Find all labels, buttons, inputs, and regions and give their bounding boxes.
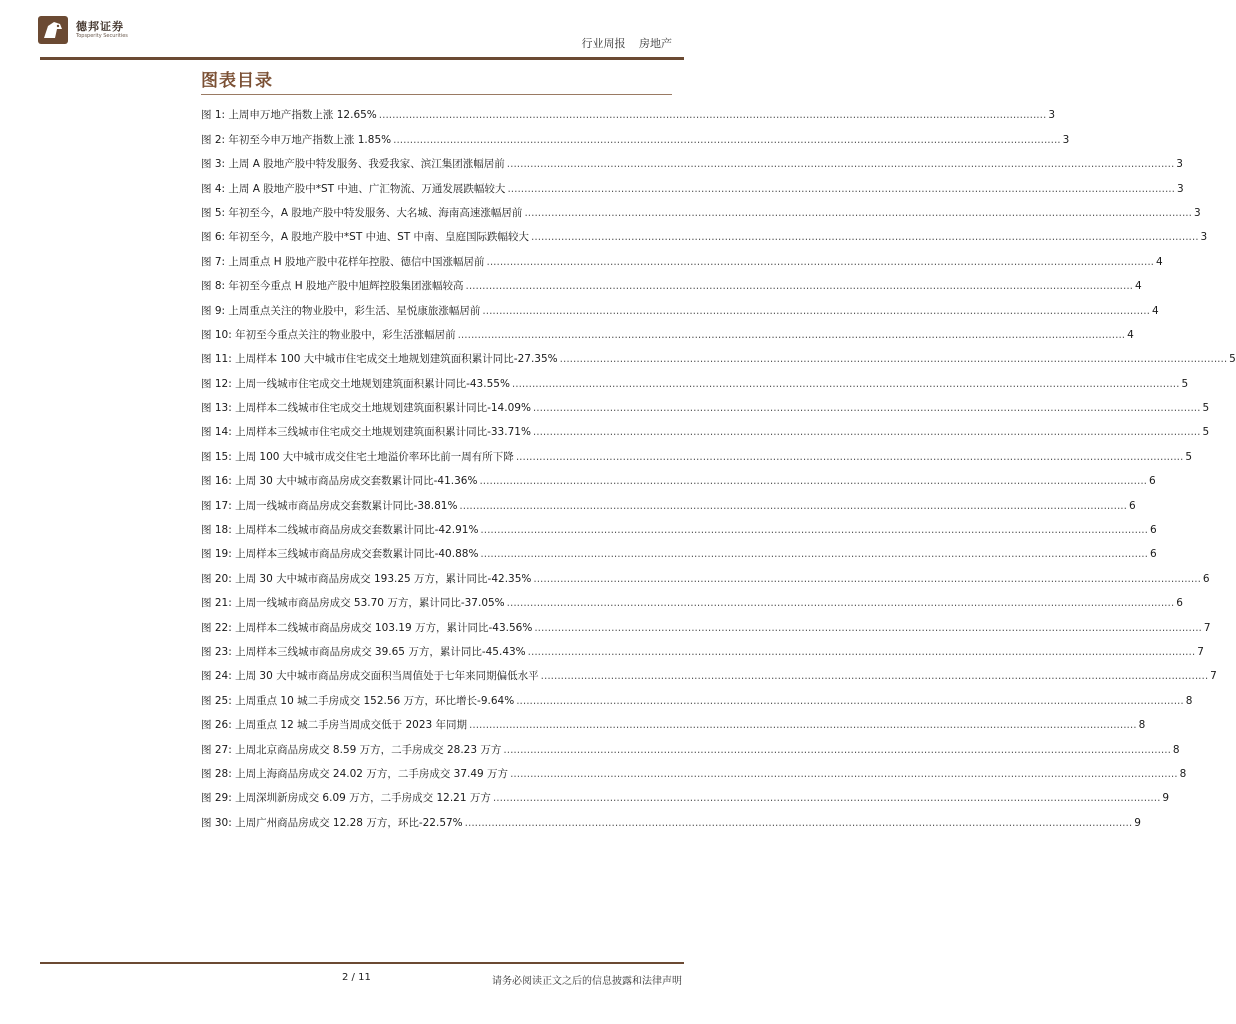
figure-label: 图 11: — [201, 353, 232, 366]
toc-entry-title — [201, 664, 539, 688]
toc-page-number: 8 — [1185, 694, 1193, 707]
dot-leader — [541, 664, 1209, 688]
toc-entry-title — [201, 616, 532, 640]
dot-leader — [560, 347, 1228, 371]
toc-entry[interactable] — [201, 396, 1210, 420]
toc-entry-title — [201, 518, 478, 542]
page-title: 图表目录 — [201, 71, 273, 91]
toc-entry-title — [201, 396, 531, 420]
figure-label: 图 29: — [201, 792, 232, 805]
toc-page-number: 4 — [1135, 280, 1142, 293]
toc-entry[interactable] — [201, 737, 1180, 761]
toc-entry-title — [201, 225, 529, 249]
dot-leader — [533, 396, 1201, 420]
toc-page-number: 5 — [1185, 450, 1193, 463]
figure-caption: 年初至今，A 股地产股中特发服务、大名城、海南高速涨幅居前 — [228, 206, 523, 219]
figure-label: 图 4: — [201, 182, 226, 195]
dot-leader — [531, 225, 1199, 249]
toc-entry-title — [201, 689, 514, 713]
toc-entry-title — [201, 591, 505, 615]
figure-caption: 上周样本二线城市商品房成交套数累计同比-42.91% — [235, 524, 479, 537]
toc-entry-title — [201, 103, 377, 127]
toc-page-number: 5 — [1202, 426, 1210, 439]
figure-caption: 上周一线城市住宅成交土地规划建筑面积累计同比-43.55% — [235, 377, 510, 390]
figure-label: 图 10: — [201, 328, 232, 341]
disclaimer-note: 请务必阅读正文之后的信息披露和法律声明 — [492, 976, 682, 987]
toc-entry[interactable] — [201, 469, 1156, 493]
figure-caption: 上周一线城市商品房成交套数累计同比-38.81% — [235, 499, 458, 512]
toc-entry-title — [201, 445, 514, 469]
toc-entry[interactable] — [201, 591, 1183, 615]
toc-entry[interactable] — [201, 201, 1201, 225]
figure-label: 图 6: — [201, 231, 226, 244]
company-english-name: Topsperity Securities — [76, 33, 128, 39]
toc-entry[interactable] — [201, 274, 1142, 298]
figure-label: 图 7: — [201, 255, 226, 268]
toc-entry-title — [201, 420, 531, 444]
toc-page-number: 6 — [1202, 572, 1210, 585]
dot-leader — [507, 177, 1175, 201]
figure-label: 图 16: — [201, 475, 232, 488]
title-divider — [201, 94, 672, 95]
dot-leader — [512, 372, 1180, 396]
toc-entry[interactable] — [201, 225, 1208, 249]
figure-caption: 年初至今申万地产指数上涨 1.85% — [228, 133, 392, 146]
toc-entry[interactable] — [201, 615, 1211, 639]
toc-entry[interactable] — [201, 810, 1141, 834]
toc-page-number: 7 — [1197, 645, 1204, 658]
figure-caption: 上周广州商品房成交 12.28 万方，环比-22.57% — [235, 816, 463, 829]
toc-page-number: 7 — [1203, 621, 1211, 634]
toc-entry[interactable] — [201, 103, 1055, 127]
toc-entry[interactable] — [201, 347, 1236, 371]
dot-leader — [507, 152, 1175, 176]
figure-label: 图 23: — [201, 645, 232, 658]
dot-leader — [486, 250, 1154, 274]
toc-page-number: 3 — [1176, 158, 1183, 171]
toc-entry[interactable] — [201, 664, 1217, 688]
figure-caption: 年初至今，A 股地产股中*ST 中迪、ST 中南、皇庭国际跌幅较大 — [228, 231, 530, 244]
figure-label: 图 26: — [201, 719, 232, 732]
toc-entry[interactable] — [201, 176, 1184, 200]
figure-caption: 上周重点 H 股地产股中花样年控股、德信中国涨幅居前 — [228, 255, 485, 268]
toc-page-number: 9 — [1162, 792, 1170, 805]
toc-page-number: 9 — [1134, 816, 1141, 829]
toc-entry-title — [201, 201, 522, 225]
toc-entry-title — [201, 299, 480, 323]
dot-leader — [516, 445, 1184, 469]
toc-entry[interactable] — [201, 249, 1163, 273]
toc-entry-title — [201, 713, 467, 737]
figure-label: 图 27: — [201, 743, 232, 756]
toc-page-number: 5 — [1202, 402, 1210, 415]
toc-entry[interactable] — [201, 518, 1157, 542]
figure-label: 图 5: — [201, 206, 226, 219]
dot-leader — [482, 299, 1150, 323]
dot-leader — [507, 591, 1175, 615]
dot-leader — [393, 128, 1061, 152]
toc-page-number: 3 — [1193, 206, 1201, 219]
figure-caption: 上周样本二线城市商品房成交 103.19 万方，累计同比-43.56% — [235, 621, 533, 634]
page-number: 2 / 11 — [342, 972, 371, 983]
dot-leader — [480, 518, 1148, 542]
toc-entry-title — [201, 152, 505, 176]
industry-label: 房地产 — [639, 37, 672, 50]
figure-caption: 上周上海商品房成交 24.02 万方，二手房成交 37.49 万方 — [235, 767, 509, 780]
dot-leader — [459, 494, 1127, 518]
dot-leader — [493, 786, 1161, 810]
figure-caption: 年初至今重点关注的物业股中，彩生活涨幅居前 — [235, 328, 456, 341]
toc-entry-title — [201, 762, 508, 786]
dot-leader — [516, 689, 1184, 713]
toc-page-number: 7 — [1210, 670, 1217, 683]
figure-caption: 上周重点关注的物业股中，彩生活、星悦康旅涨幅居前 — [228, 304, 481, 317]
toc-entry-title — [201, 128, 391, 152]
horse-logo-icon — [38, 16, 68, 44]
dot-leader — [524, 201, 1192, 225]
header-divider — [40, 57, 684, 60]
figure-caption: 上周样本二线城市住宅成交土地规划建筑面积累计同比-14.09% — [235, 402, 531, 415]
report-category — [582, 35, 673, 51]
toc-entry[interactable] — [201, 566, 1210, 590]
figure-label: 图 28: — [201, 767, 232, 780]
toc-entry-title — [201, 542, 478, 566]
toc-entry[interactable] — [201, 127, 1070, 151]
figure-label: 图 2: — [201, 133, 226, 146]
toc-entry[interactable] — [201, 640, 1204, 664]
figure-label: 图 21: — [201, 597, 232, 610]
toc-entry-title — [201, 469, 477, 493]
toc-entry-title — [201, 494, 457, 518]
toc-page-number: 4 — [1156, 255, 1163, 268]
figure-caption: 上周样本三线城市商品房成交套数累计同比-40.88% — [235, 548, 479, 561]
figure-caption: 上周 30 大中城市商品房成交套数累计同比-41.36% — [235, 475, 478, 488]
toc-page-number: 4 — [1151, 304, 1159, 317]
figure-label: 图 8: — [201, 280, 226, 293]
toc-entry-title — [201, 250, 484, 274]
figure-caption: 上周样本 100 大中城市住宅成交土地规划建筑面积累计同比-27.35% — [235, 353, 558, 366]
toc-entry-title — [201, 347, 558, 371]
figure-caption: 上周 A 股地产股中*ST 中迪、广汇物流、万通发展跌幅较大 — [228, 182, 506, 195]
toc-page-number: 6 — [1128, 499, 1136, 512]
toc-page-number: 6 — [1149, 548, 1157, 561]
figure-label: 图 15: — [201, 450, 232, 463]
company-name: 德邦证券 — [76, 20, 124, 33]
toc-page-number: 5 — [1181, 377, 1189, 390]
toc-entry-title — [201, 372, 510, 396]
toc-entry[interactable] — [201, 762, 1187, 786]
toc-page-number: 5 — [1229, 353, 1236, 366]
toc-page-number: 3 — [1200, 231, 1208, 244]
figure-caption: 上周样本三线城市商品房成交 39.65 万方，累计同比-45.43% — [235, 645, 526, 658]
figure-label: 图 22: — [201, 621, 232, 634]
dot-leader — [533, 567, 1201, 591]
toc-page-number: 3 — [1176, 182, 1184, 195]
toc-entry[interactable] — [201, 542, 1157, 566]
table-of-figures — [201, 103, 1236, 835]
toc-page-number: 3 — [1048, 109, 1055, 122]
dot-leader — [510, 762, 1178, 786]
dot-leader — [465, 811, 1133, 835]
figure-caption: 上周北京商品房成交 8.59 万方，二手房成交 28.23 万方 — [235, 743, 502, 756]
dot-leader — [480, 542, 1148, 566]
toc-entry-title — [201, 567, 531, 591]
figure-label: 图 20: — [201, 572, 232, 585]
dot-leader — [469, 713, 1137, 737]
dot-leader — [379, 103, 1047, 127]
toc-entry-title — [201, 811, 463, 835]
toc-entry[interactable] — [201, 298, 1159, 322]
dot-leader — [479, 469, 1147, 493]
figure-caption: 上周 100 大中城市成交住宅土地溢价率环比前一周有所下降 — [235, 450, 514, 463]
toc-entry[interactable] — [201, 493, 1136, 517]
figure-caption: 上周深圳新房成交 6.09 万方，二手房成交 12.21 万方 — [235, 792, 491, 805]
figure-label: 图 19: — [201, 548, 232, 561]
toc-page-number: 6 — [1176, 597, 1183, 610]
toc-page-number: 8 — [1138, 719, 1146, 732]
dot-leader — [533, 420, 1201, 444]
figure-caption: 上周一线城市商品房成交 53.70 万方，累计同比-37.05% — [235, 597, 505, 610]
figure-label: 图 14: — [201, 426, 232, 439]
figure-label: 图 3: — [201, 158, 226, 171]
figure-label: 图 9: — [201, 304, 226, 317]
toc-entry[interactable] — [201, 420, 1210, 444]
toc-entry[interactable] — [201, 152, 1183, 176]
dot-leader — [465, 274, 1133, 298]
figure-caption: 上周重点 10 城二手房成交 152.56 万方，环比增长-9.64% — [235, 694, 515, 707]
figure-label: 图 13: — [201, 402, 232, 415]
figure-caption: 上周重点 12 城二手房当周成交低于 2023 年同期 — [235, 719, 468, 732]
toc-page-number: 8 — [1172, 743, 1180, 756]
toc-page-number: 3 — [1062, 133, 1070, 146]
report-type: 行业周报 — [581, 37, 626, 50]
dot-leader — [458, 323, 1126, 347]
toc-page-number: 8 — [1179, 767, 1187, 780]
toc-entry[interactable] — [201, 444, 1193, 468]
figure-label: 图 30: — [201, 816, 232, 829]
dot-leader — [534, 616, 1202, 640]
figure-caption: 上周 30 大中城市商品房成交 193.25 万方，累计同比-42.35% — [235, 572, 532, 585]
toc-entry[interactable] — [201, 786, 1170, 810]
footer-divider — [40, 962, 684, 964]
toc-page-number: 4 — [1127, 328, 1134, 341]
figure-caption: 年初至今重点 H 股地产股中旭辉控股集团涨幅较高 — [228, 280, 464, 293]
toc-entry-title — [201, 786, 491, 810]
figure-caption: 上周 A 股地产股中特发服务、我爱我家、滨江集团涨幅居前 — [228, 158, 505, 171]
toc-entry-title — [201, 640, 526, 664]
toc-page-number: 6 — [1149, 475, 1156, 488]
figure-label: 图 25: — [201, 694, 232, 707]
toc-entry[interactable] — [201, 688, 1193, 712]
figure-label: 图 1: — [201, 109, 226, 122]
figure-label: 图 12: — [201, 377, 232, 390]
toc-entry[interactable] — [201, 713, 1146, 737]
toc-entry-title — [201, 274, 463, 298]
figure-caption: 上周 30 大中城市商品房成交面积当周值处于七年来同期偏低水平 — [235, 670, 539, 683]
company-logo — [38, 14, 158, 46]
toc-entry-title — [201, 323, 456, 347]
toc-entry-title — [201, 177, 505, 201]
toc-entry[interactable] — [201, 323, 1134, 347]
toc-entry-title — [201, 738, 501, 762]
figure-caption: 上周申万地产指数上涨 12.65% — [228, 109, 377, 122]
toc-entry[interactable] — [201, 371, 1189, 395]
figure-label: 图 18: — [201, 524, 232, 537]
figure-label: 图 17: — [201, 499, 232, 512]
toc-page-number: 6 — [1149, 524, 1157, 537]
dot-leader — [503, 738, 1171, 762]
dot-leader — [528, 640, 1196, 664]
figure-label: 图 24: — [201, 670, 232, 683]
figure-caption: 上周样本三线城市住宅成交土地规划建筑面积累计同比-33.71% — [235, 426, 531, 439]
